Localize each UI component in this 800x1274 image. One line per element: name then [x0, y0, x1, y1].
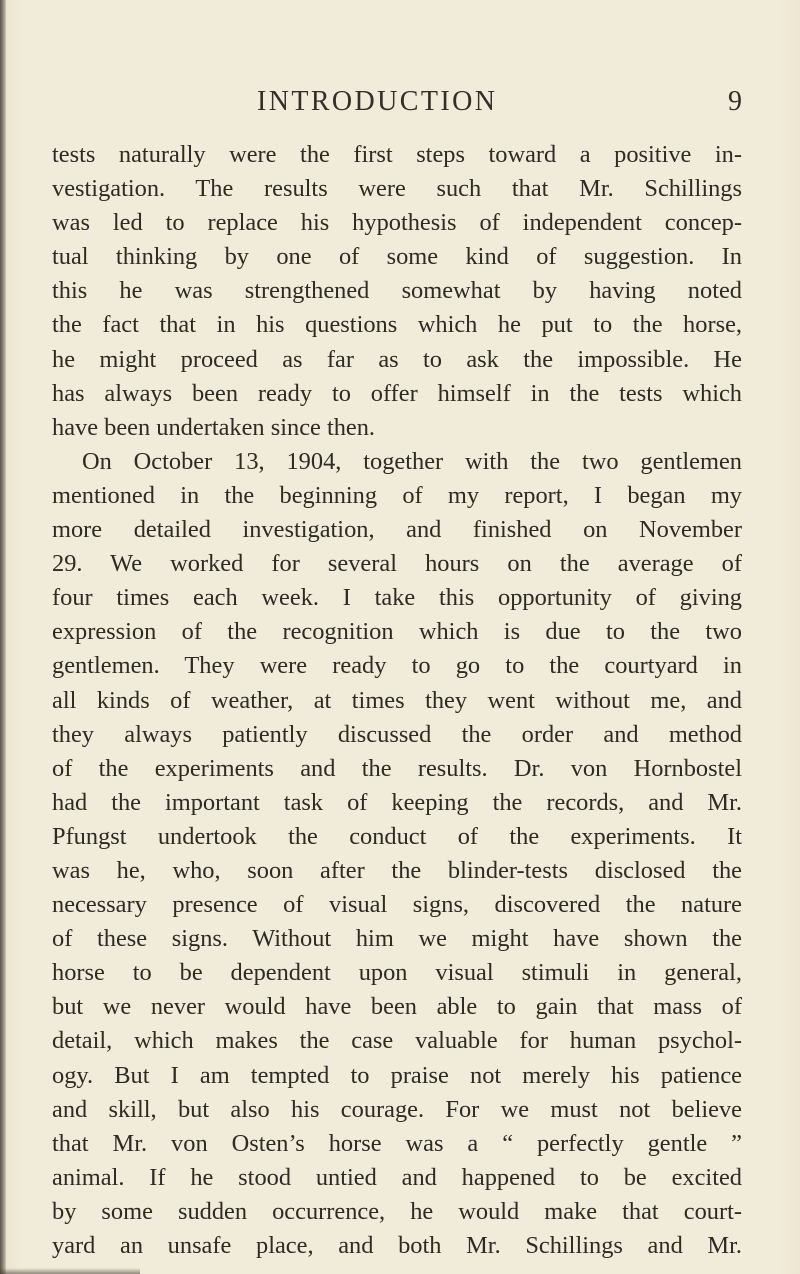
- text-line: of the experiments and the results. Dr. von Hornbostel: [52, 754, 742, 782]
- text-line: was led to replace his hypothesis of independent concep-: [52, 209, 742, 237]
- text-line: have been undertaken since then.: [52, 413, 376, 441]
- text-line: that Mr. von Osten’s horse was a “ perfectly gentle ”: [52, 1129, 742, 1157]
- text-line: necessary presence of visual signs, discovered the nature: [52, 891, 742, 919]
- page-binding-edge: [0, 0, 6, 1274]
- text-line: tests naturally were the first steps toward a positive in-: [52, 141, 742, 168]
- text-line: all kinds of weather, at times they went without me, and: [52, 686, 742, 714]
- text-line: by some sudden occurrence, he would make that court-: [52, 1197, 742, 1225]
- text-line: four times each week. I take this opportunity of giving: [52, 584, 742, 612]
- running-head: [52, 86, 742, 126]
- text-line: had the important task of keeping the records, and Mr.: [52, 788, 742, 816]
- text-line: On October 13, 1904, together with the two gentlemen: [82, 447, 742, 475]
- text-line: was he, who, soon after the blinder-tests disclosed the: [52, 856, 742, 884]
- text-line: horse to be dependent upon visual stimuli in general,: [52, 959, 742, 987]
- text-line: this he was strengthened somewhat by having noted: [52, 277, 742, 305]
- text-line: gentlemen. They were ready to go to the courtyard in: [52, 652, 742, 680]
- text-line: tual thinking by one of some kind of suggestion. In: [52, 243, 742, 271]
- text-line: but we never would have been able to gain that mass of: [52, 993, 742, 1021]
- text-line: Pfungst undertook the conduct of the experiments. It: [52, 822, 742, 850]
- text-line: mentioned in the beginning of my report, I began my: [52, 481, 742, 509]
- text-line: 29. We worked for several hours on the average of: [52, 550, 742, 578]
- text-line: the fact that in his questions which he put to the horse,: [52, 311, 742, 339]
- text-line: detail, which makes the case valuable for human psychol-: [52, 1027, 742, 1055]
- text-line: he might proceed as far as to ask the impossible. He: [52, 345, 742, 373]
- text-line: more detailed investigation, and finished on November: [52, 516, 742, 544]
- text-line: of these signs. Without him we might have shown the: [52, 925, 742, 953]
- text-line: has always been ready to offer himself in the tests which: [52, 379, 742, 407]
- running-title: INTRODUCTION: [257, 86, 498, 117]
- text-line: animal. If he stood untied and happened to be excited: [52, 1163, 742, 1191]
- text-line: they always patiently discussed the order and method: [52, 720, 742, 748]
- text-line: ogy. But I am tempted to praise not merely his patience: [52, 1061, 742, 1089]
- page-number: 9: [728, 86, 742, 117]
- body-text: [52, 138, 742, 1263]
- page-bottom-shadow: [0, 1268, 140, 1274]
- text-line: yard an unsafe place, and both Mr. Schillings and Mr.: [52, 1232, 742, 1259]
- text-line: and skill, but also his courage. For we must not believe: [52, 1095, 742, 1123]
- text-line: expression of the recognition which is due to the two: [52, 618, 742, 646]
- text-line: vestigation. The results were such that Mr. Schillings: [52, 175, 742, 203]
